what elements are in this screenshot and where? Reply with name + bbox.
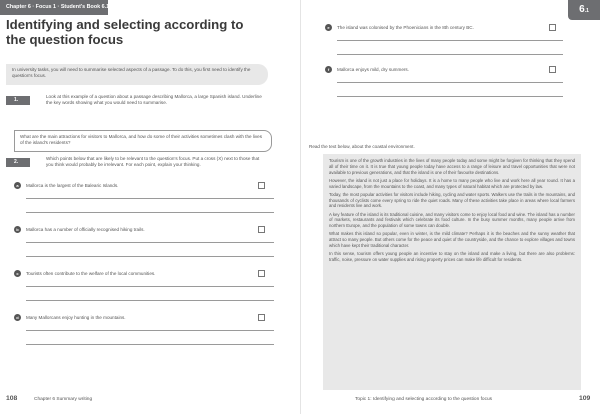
item-letter: d xyxy=(14,314,21,321)
passage-paragraph: Tourism is one of the growth industries in the lives of many people today and some might be forgiven for thinking that they spend all of their time on it. It is true that young people today have access to a range of leisure and travel opportunities that were not available to previous generations, and that the island is one of their favourite destinations. xyxy=(329,158,575,175)
answer-line[interactable] xyxy=(26,256,274,257)
page-footer: Topic 1: Identifying and selecting according to the question focus xyxy=(355,397,493,402)
answer-line[interactable] xyxy=(26,330,274,331)
item-letter: a xyxy=(14,182,21,189)
answer-line[interactable] xyxy=(26,212,274,213)
item-checkbox[interactable] xyxy=(258,182,265,189)
page-number: 109 xyxy=(579,395,591,402)
right-page xyxy=(300,0,600,414)
intro-box: In university tasks, you will need to summarise selected aspects of a passage. To do this, you first need to identify the question's focus. xyxy=(6,64,268,85)
reading-passage xyxy=(323,154,581,390)
list-item xyxy=(325,24,565,64)
answer-line[interactable] xyxy=(26,242,274,243)
item-text: Mallorca enjoys mild, dry summers. xyxy=(337,67,409,72)
item-letter: b xyxy=(14,226,21,233)
task-number-2: 2. xyxy=(6,158,30,167)
answer-line[interactable] xyxy=(26,300,274,301)
list-item xyxy=(14,270,276,310)
passage-paragraph: Today, the most popular activities for visitors include hiking, cycling and water sports. Walkers use the trails in the mountains, and thousands of cyclists come every spring to ride the quiet roads. Many of these activities take place in areas where local farmers and residents live and work. xyxy=(329,191,575,209)
item-text: Tourists often contribute to the welfare of the local communities. xyxy=(26,271,156,276)
list-item xyxy=(14,314,276,354)
page-title: Identifying and selecting according to the question focus xyxy=(6,17,244,47)
item-letter: f xyxy=(325,66,332,73)
answer-line[interactable] xyxy=(26,198,274,199)
section-badge xyxy=(568,0,600,20)
answer-line[interactable] xyxy=(337,82,563,83)
task-text-2: Which points below that are likely to be relevant to the question's focus. Put a cross (X) next to those that you think would probably be irrelevant. For each point, explain your thinking. xyxy=(46,156,260,168)
chapter-tag: Chapter 6 · Focus 1 · Student's Book 6.1 xyxy=(0,0,108,15)
list-item xyxy=(14,226,276,266)
passage-paragraph: In this sense, tourism offers young people an incentive to stay on the island and make a living, but there are also problems: traffic, noise, pressure on water supplies and rising property prices can make life difficult for residents. xyxy=(329,251,575,262)
item-checkbox[interactable] xyxy=(549,66,556,73)
item-letter: c xyxy=(14,270,21,277)
answer-line[interactable] xyxy=(337,96,563,97)
item-checkbox[interactable] xyxy=(258,270,265,277)
item-text: Mallorca is the largest of the Balearic Islands. xyxy=(26,183,119,188)
item-letter: e xyxy=(325,24,332,31)
passage-paragraph: However, the island is not just a place for holidays. It is a home to many people who live and work here all year round. It has a varied landscape, from the mountains to the coast, and many types of natural habitat which are protected by law. xyxy=(329,177,575,189)
item-checkbox[interactable] xyxy=(258,314,265,321)
badge-main: 6 xyxy=(579,4,585,15)
answer-line[interactable] xyxy=(26,286,274,287)
answer-line[interactable] xyxy=(26,344,274,345)
task-text-1: Look at this example of a question about a passage describing Mallorca, a large Spanish island. Underline the key words showing what you would need to summarise. xyxy=(46,94,262,106)
answer-line[interactable] xyxy=(337,54,563,55)
item-checkbox[interactable] xyxy=(258,226,265,233)
passage-paragraph: A key feature of the island is its traditional cuisine, and many visitors come to enjoy local food and wine. The island has a number of markets, restaurants and festivals which celebrate its food culture. In the busy summer months, many people arrive from northern Europe, and the population of some towns can double. xyxy=(329,211,575,228)
list-item xyxy=(325,66,565,106)
question-box: What are the main attractions for visitors to Mallorca, and how do some of their activities sometimes clash with the lives of the island's residents? xyxy=(14,130,272,152)
page-number: 108 xyxy=(6,395,18,402)
badge-sub: .1 xyxy=(584,8,589,14)
item-text: The island was colonised by the Phoenicians in the 8th century BC. xyxy=(337,25,474,30)
item-text: Mallorca has a number of officially recognised hiking trails. xyxy=(26,227,145,232)
page-footer: Chapter 6 Summary writing xyxy=(34,397,93,402)
task-number-1: 1. xyxy=(6,96,30,105)
reading-prompt: Read the text below, about the coastal environment. xyxy=(309,144,415,149)
passage-paragraph: What makes this island so popular, even in winter, is the mild climate? Perhaps it is the beaches and the sunny weather that attract so many people. But others come for the peace and quiet of the countryside, and the chance to explore villages and towns which have kept their traditional character. xyxy=(329,231,575,248)
item-checkbox[interactable] xyxy=(549,24,556,31)
answer-line[interactable] xyxy=(337,40,563,41)
list-item xyxy=(14,182,276,222)
item-text: Many Mallorcans enjoy hunting in the mountains. xyxy=(26,315,126,320)
